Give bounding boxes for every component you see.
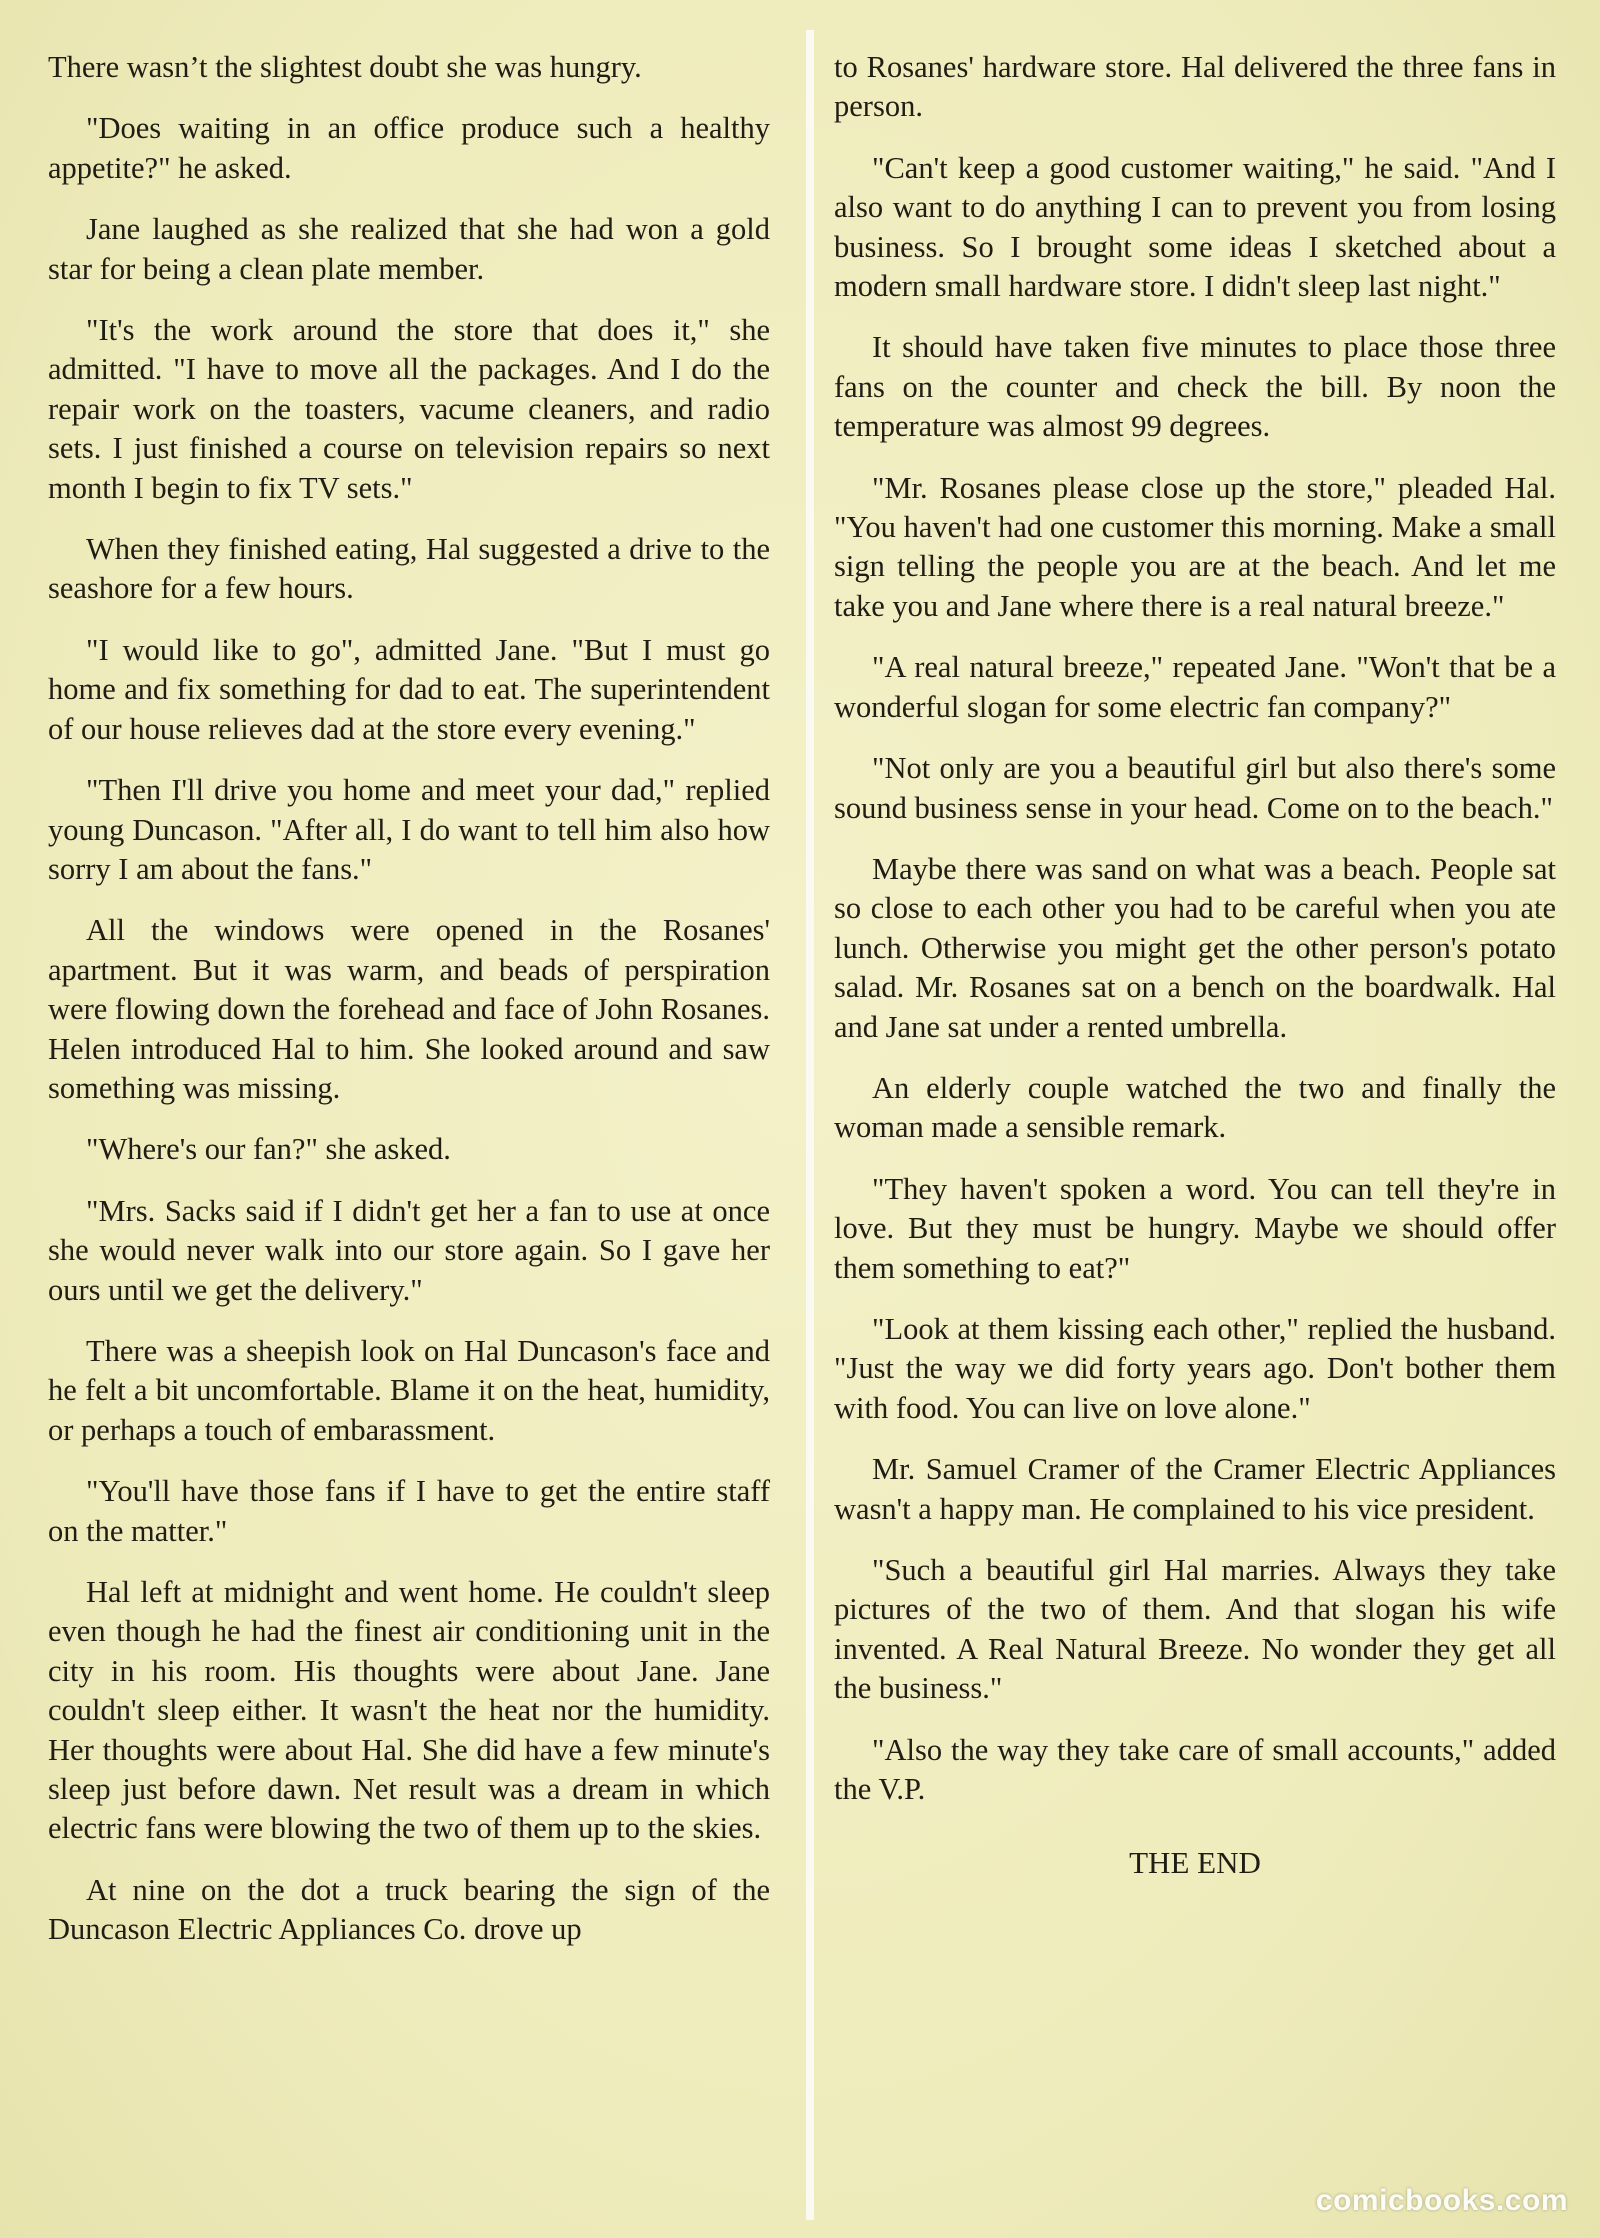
paragraph: "Not only are you a beautiful girl but also there's some sound business sense in your head. Come on to the beach."	[834, 751, 1556, 825]
the-end-label: THE END	[1129, 1845, 1261, 1881]
paragraph: "Look at them kissing each other," replied the husband. "Just the way we did forty years ago. Don't bother them with food. You can live on love alone."	[834, 1311, 1556, 1425]
paragraph: "I would like to go", admitted Jane. "But I must go home and fix something for dad to eat. The superintendent of our house relieves dad at the store every evening."	[48, 632, 770, 746]
paragraph: At nine on the dot a truck bearing the sign of the Duncason Electric Appliances Co. drove up	[48, 1872, 770, 1947]
paragraph: All the windows were opened in the Rosanes' apartment. But it was warm, and beads of perspiration were flowing down the forehead and face of John Rosanes. Helen introduced Hal to him. She looked around and saw something was missing.	[48, 913, 770, 1105]
paragraph: "Does waiting in an office produce such a healthy appetite?" he asked.	[48, 111, 770, 185]
paragraph: It should have taken five minutes to place those three fans on the counter and check the bill. By noon the temperature was almost 99 degrees.	[834, 330, 1556, 444]
paragraph: to Rosanes' hardware store. Hal delivered the three fans in person.	[834, 50, 1556, 124]
right-column	[834, 48, 1556, 1905]
paragraph: "Also the way they take care of small accounts," added the V.P.	[834, 1732, 1556, 1807]
left-column	[48, 48, 770, 1972]
paragraph: "Mr. Rosanes please close up the store," pleaded Hal. "You haven't had one customer this morning. Make a small sign telling the people you are at the beach. And let me take you and Jane where there is a real natural breeze."	[834, 470, 1556, 623]
paragraph: "Such a beautiful girl Hal marries. Always they take pictures of the two of them. And that slogan his wife invented. A Real Natural Breeze. No wonder they get all the business."	[834, 1553, 1556, 1706]
paragraph: Hal left at midnight and went home. He couldn't sleep even though he had the finest air conditioning unit in the city in his room. His thoughts were about Jane. Jane couldn't sleep either. It wasn't the heat nor the humidity. Her thoughts were about Hal. She did have a few minute's sleep just before dawn. Net result was a dream in which electric fans were blowing the two of them up to the skies.	[48, 1575, 770, 1846]
paragraph: "A real natural breeze," repeated Jane. "Won't that be a wonderful slogan for some electric fan company?"	[834, 650, 1556, 724]
paragraph: "They haven't spoken a word. You can tell they're in love. But they must be hungry. Maybe we should offer them something to eat?"	[834, 1171, 1556, 1285]
paragraph: "Can't keep a good customer waiting," he said. "And I also want to do anything I can to prevent you from losing business. So I brought some ideas I sketched about a modern small hardware store. I didn't sleep last night."	[834, 150, 1556, 304]
paragraph: Mr. Samuel Cramer of the Cramer Electric Appliances wasn't a happy man. He complained to his vice president.	[834, 1452, 1556, 1526]
paragraph: "Mrs. Sacks said if I didn't get her a fan to use at once she would never walk into our store again. So I gave her ours until we get the delivery."	[48, 1193, 770, 1307]
watermark-logo: comicbooks.com	[1315, 2184, 1568, 2217]
paragraph: There wasn’t the slightest doubt she was hungry.	[48, 50, 642, 84]
paragraph: "It's the work around the store that does it," she admitted. "I have to move all the packages. And I do the repair work on the toasters, vacume cleaners, and radio sets. I just finished a course on television repairs so next month I begin to fix TV sets."	[48, 313, 770, 505]
paragraph: "Then I'll drive you home and meet your dad," replied young Duncason. "After all, I do want to tell him also how sorry I am about the fans."	[48, 773, 770, 886]
paragraph: "You'll have those fans if I have to get the entire staff on the matter."	[48, 1474, 770, 1548]
paragraph: Jane laughed as she realized that she had won a gold star for being a clean plate member.	[48, 212, 770, 286]
paragraph: Maybe there was sand on what was a beach. People sat so close to each other you had to be careful when you ate lunch. Otherwise you might get the other person's potato salad. Mr. Rosanes sat on a bench on the boardwalk. Hal and Jane sat under a rented umbrella.	[834, 851, 1556, 1044]
paragraph: There was a sheepish look on Hal Duncason's face and he felt a bit uncomfortable. Blame it on the heat, humidity, or perhaps a touch of embarassment.	[48, 1333, 770, 1447]
paragraph: "Where's our fan?" she asked.	[86, 1132, 451, 1167]
paragraph: An elderly couple watched the two and finally the woman made a sensible remark.	[834, 1070, 1556, 1145]
paragraph: When they finished eating, Hal suggested a drive to the seashore for a few hours.	[48, 532, 770, 606]
column-gutter	[806, 30, 814, 2220]
